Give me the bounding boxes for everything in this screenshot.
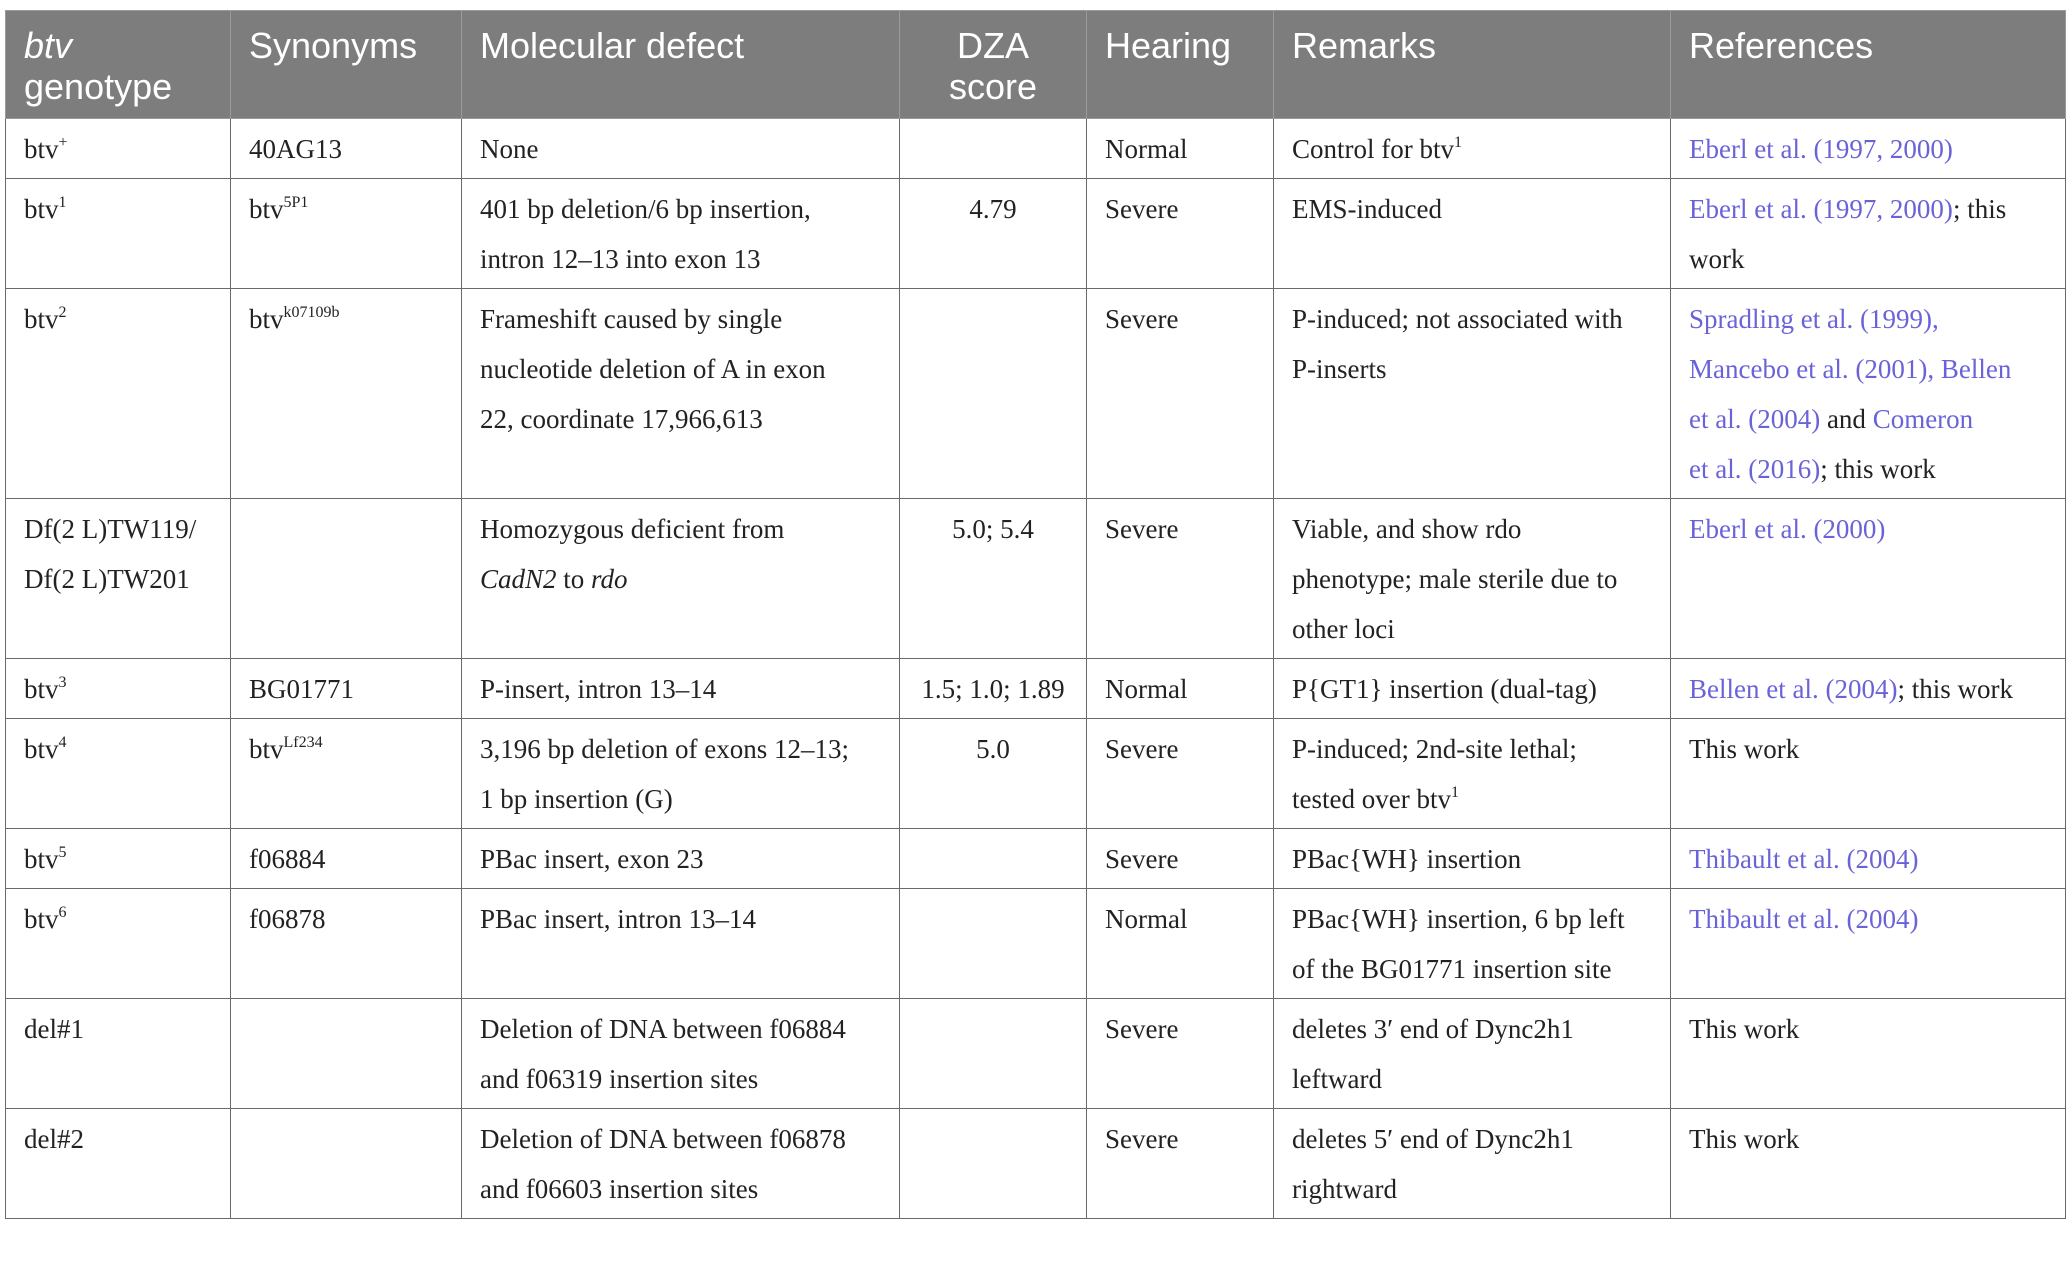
hearing-cell: Severe [1087, 1109, 1274, 1219]
molecular-defect-cell [462, 1109, 900, 1219]
defect-line: and f06319 insertion sites [480, 1064, 759, 1094]
hearing-cell: Severe [1087, 829, 1274, 889]
synonym-cell [231, 289, 462, 499]
dza-score-cell [900, 119, 1087, 179]
header-dza-score [900, 11, 1087, 119]
defect-line: intron 12–13 into exon 13 [480, 244, 761, 274]
genotype-base: btv [24, 844, 59, 874]
reference-text: ; this [1952, 194, 2007, 224]
synonym-cell [231, 999, 462, 1109]
synonym-cell [231, 119, 462, 179]
genotype-base: btv [24, 194, 59, 224]
genotype-cell [6, 179, 231, 289]
molecular-defect-cell [462, 289, 900, 499]
genotype-base: del#1 [24, 1014, 84, 1044]
synonym-superscript: k07109b [283, 304, 340, 321]
reference-link[interactable]: Eberl et al. (1997, 2000) [1689, 134, 1953, 164]
synonym-base: 40AG13 [249, 134, 342, 164]
genotype-cell [6, 289, 231, 499]
dza-score-cell: 5.0 [900, 719, 1087, 829]
reference-text: ; this work [1897, 674, 2013, 704]
genotype-cell [6, 119, 231, 179]
defect-italic: CadN2 [480, 564, 557, 594]
references-cell [1671, 999, 2066, 1109]
genotype-line2: Df(2 L)TW201 [24, 564, 190, 594]
table-row [6, 889, 2066, 999]
genotype-cell [6, 659, 231, 719]
remarks-line: deletes 3′ end of Dync2h1 [1292, 1014, 1574, 1044]
genotype-base: del#2 [24, 1124, 84, 1154]
synonym-cell [231, 499, 462, 659]
genotype-base: btv [24, 134, 59, 164]
genotype-cell [6, 499, 231, 659]
reference-link[interactable]: et al. (2004) [1689, 404, 1821, 434]
molecular-defect-cell [462, 829, 900, 889]
dza-score-cell: 1.5; 1.0; 1.89 [900, 659, 1087, 719]
header-molecular-defect: Molecular defect [462, 11, 900, 119]
remarks-line: P-inserts [1292, 354, 1387, 384]
dza-score-cell [900, 999, 1087, 1109]
genotype-cell [6, 829, 231, 889]
references-cell [1671, 179, 2066, 289]
genotype-cell [6, 999, 231, 1109]
synonym-base: btv [249, 304, 284, 334]
genotype-base: btv [24, 674, 59, 704]
molecular-defect-cell [462, 719, 900, 829]
reference-link[interactable]: Eberl et al. (1997, 2000) [1689, 194, 1953, 224]
table-row [6, 999, 2066, 1109]
header-dza-text: DZA score [948, 25, 1038, 107]
defect-italic: rdo [591, 564, 628, 594]
reference-link[interactable]: Eberl et al. (2000) [1689, 514, 1886, 544]
molecular-defect-cell [462, 119, 900, 179]
genotype-cell [6, 719, 231, 829]
remarks-cell [1274, 179, 1671, 289]
remarks-line: PBac{WH} insertion [1292, 844, 1522, 874]
genotype-superscript: + [58, 134, 68, 151]
dza-score-cell [900, 1109, 1087, 1219]
remarks-line: P-induced; not associated with [1292, 304, 1623, 334]
table-row [6, 179, 2066, 289]
remarks-line: PBac{WH} insertion, 6 bp left [1292, 904, 1625, 934]
reference-link[interactable]: Bellen et al. (2004) [1689, 674, 1898, 704]
genotype-cell [6, 1109, 231, 1219]
remarks-line: other loci [1292, 614, 1395, 644]
dza-score-cell: 4.79 [900, 179, 1087, 289]
genotype-superscript: 4 [58, 734, 67, 751]
dza-score-cell [900, 289, 1087, 499]
header-genotype-rest: genotype [24, 66, 173, 107]
reference-text: ; this work [1820, 454, 1936, 484]
remarks-line: leftward [1292, 1064, 1382, 1094]
synonym-cell [231, 889, 462, 999]
defect-line: PBac insert, exon 23 [480, 844, 704, 874]
molecular-defect-cell [462, 499, 900, 659]
table-row [6, 1109, 2066, 1219]
remarks-line: Viable, and show rdo [1292, 514, 1522, 544]
genotype-base: btv [24, 304, 59, 334]
remarks-cell [1274, 999, 1671, 1109]
remarks-cell [1274, 889, 1671, 999]
remarks-line: of the BG01771 insertion site [1292, 954, 1612, 984]
remarks-cell [1274, 1109, 1671, 1219]
genotype-superscript: 6 [58, 904, 67, 921]
header-hearing: Hearing [1087, 11, 1274, 119]
reference-text: work [1689, 244, 1745, 274]
table-row [6, 829, 2066, 889]
reference-text: This work [1689, 1124, 1800, 1154]
remarks-cell [1274, 499, 1671, 659]
remarks-line: phenotype; male sterile due to [1292, 564, 1618, 594]
genotype-base: btv [24, 734, 59, 764]
header-genotype [6, 11, 231, 119]
synonym-superscript: Lf234 [283, 734, 323, 751]
references-cell [1671, 719, 2066, 829]
remarks-line: tested over btv [1292, 784, 1451, 814]
table-row [6, 499, 2066, 659]
remarks-line: P-induced; 2nd-site lethal; [1292, 734, 1577, 764]
header-synonyms: Synonyms [231, 11, 462, 119]
table-row [6, 119, 2066, 179]
genotype-base: btv [24, 904, 59, 934]
dza-score-cell: 5.0; 5.4 [900, 499, 1087, 659]
molecular-defect-cell [462, 179, 900, 289]
synonym-cell [231, 1109, 462, 1219]
genotype-superscript: 2 [58, 304, 67, 321]
remarks-line: EMS-induced [1292, 194, 1442, 224]
header-references: References [1671, 11, 2066, 119]
defect-line: P-insert, intron 13–14 [480, 674, 717, 704]
molecular-defect-cell [462, 889, 900, 999]
molecular-defect-cell [462, 659, 900, 719]
synonym-base: btv [249, 194, 284, 224]
synonym-cell [231, 719, 462, 829]
defect-line: None [480, 134, 539, 164]
genotype-superscript: 1 [58, 194, 67, 211]
hearing-cell: Severe [1087, 499, 1274, 659]
defect-line: nucleotide deletion of A in exon [480, 354, 826, 384]
reference-link[interactable]: et al. (2016) [1689, 454, 1821, 484]
table-row [6, 659, 2066, 719]
table-row [6, 719, 2066, 829]
references-cell [1671, 1109, 2066, 1219]
hearing-cell: Normal [1087, 659, 1274, 719]
genotype-superscript: 5 [58, 844, 67, 861]
reference-link[interactable]: Spradling et al. (1999), [1689, 304, 1939, 334]
synonym-base: f06884 [249, 844, 326, 874]
dza-score-cell [900, 889, 1087, 999]
remarks-cell [1274, 719, 1671, 829]
references-cell [1671, 499, 2066, 659]
remarks-cell [1274, 119, 1671, 179]
synonym-base: btv [249, 734, 284, 764]
molecular-defect-cell [462, 999, 900, 1109]
defect-line: 22, coordinate 17,966,613 [480, 404, 763, 434]
genotype-cell [6, 889, 231, 999]
defect-line: 401 bp deletion/6 bp insertion, [480, 194, 811, 224]
hearing-cell: Normal [1087, 889, 1274, 999]
synonym-superscript: 5P1 [283, 194, 309, 211]
reference-text: This work [1689, 1014, 1800, 1044]
defect-line: Homozygous deficient from [480, 514, 785, 544]
reference-link[interactable]: Comeron [1872, 404, 1974, 434]
dza-score-cell [900, 829, 1087, 889]
table-row [6, 289, 2066, 499]
references-cell [1671, 659, 2066, 719]
hearing-cell: Severe [1087, 719, 1274, 829]
references-cell [1671, 889, 2066, 999]
remarks-cell [1274, 289, 1671, 499]
reference-link[interactable]: Mancebo et al. (2001), Bellen [1689, 354, 2012, 384]
header-remarks: Remarks [1274, 11, 1671, 119]
reference-text: and [1820, 404, 1873, 434]
reference-link[interactable]: Thibault et al. (2004) [1689, 844, 1919, 874]
remarks-line: deletes 5′ end of Dync2h1 [1292, 1124, 1574, 1154]
remarks-line: rightward [1292, 1174, 1397, 1204]
defect-line: Deletion of DNA between f06878 [480, 1124, 846, 1154]
defect-line: Frameshift caused by single [480, 304, 783, 334]
synonym-base: f06878 [249, 904, 326, 934]
defect-line: Deletion of DNA between f06884 [480, 1014, 846, 1044]
table-body [6, 119, 2066, 1219]
header-row [6, 11, 2066, 119]
hearing-cell: Normal [1087, 119, 1274, 179]
reference-link[interactable]: Thibault et al. (2004) [1689, 904, 1919, 934]
references-cell [1671, 119, 2066, 179]
hearing-cell: Severe [1087, 289, 1274, 499]
hearing-cell: Severe [1087, 179, 1274, 289]
remarks-line: P{GT1} insertion (dual-tag) [1292, 674, 1597, 704]
references-cell [1671, 829, 2066, 889]
reference-text: This work [1689, 734, 1800, 764]
genotype-base: Df(2 L)TW119/ [24, 514, 197, 544]
synonym-cell [231, 659, 462, 719]
defect-text: to [556, 564, 592, 594]
remarks-line: Control for btv [1292, 134, 1454, 164]
remarks-superscript: 1 [1454, 134, 1462, 151]
genotype-superscript: 3 [58, 674, 67, 691]
synonym-cell [231, 829, 462, 889]
mutant-allele-table [5, 10, 2066, 1219]
defect-line: PBac insert, intron 13–14 [480, 904, 756, 934]
remarks-cell [1274, 829, 1671, 889]
header-genotype-italic: btv [24, 25, 73, 66]
synonym-cell [231, 179, 462, 289]
remarks-superscript: 1 [1450, 784, 1459, 801]
hearing-cell: Severe [1087, 999, 1274, 1109]
defect-line: and f06603 insertion sites [480, 1174, 759, 1204]
synonym-base: BG01771 [249, 674, 355, 704]
defect-line: 1 bp insertion (G) [480, 784, 673, 814]
defect-line: 3,196 bp deletion of exons 12–13; [480, 734, 849, 764]
remarks-cell [1274, 659, 1671, 719]
references-cell [1671, 289, 2066, 499]
